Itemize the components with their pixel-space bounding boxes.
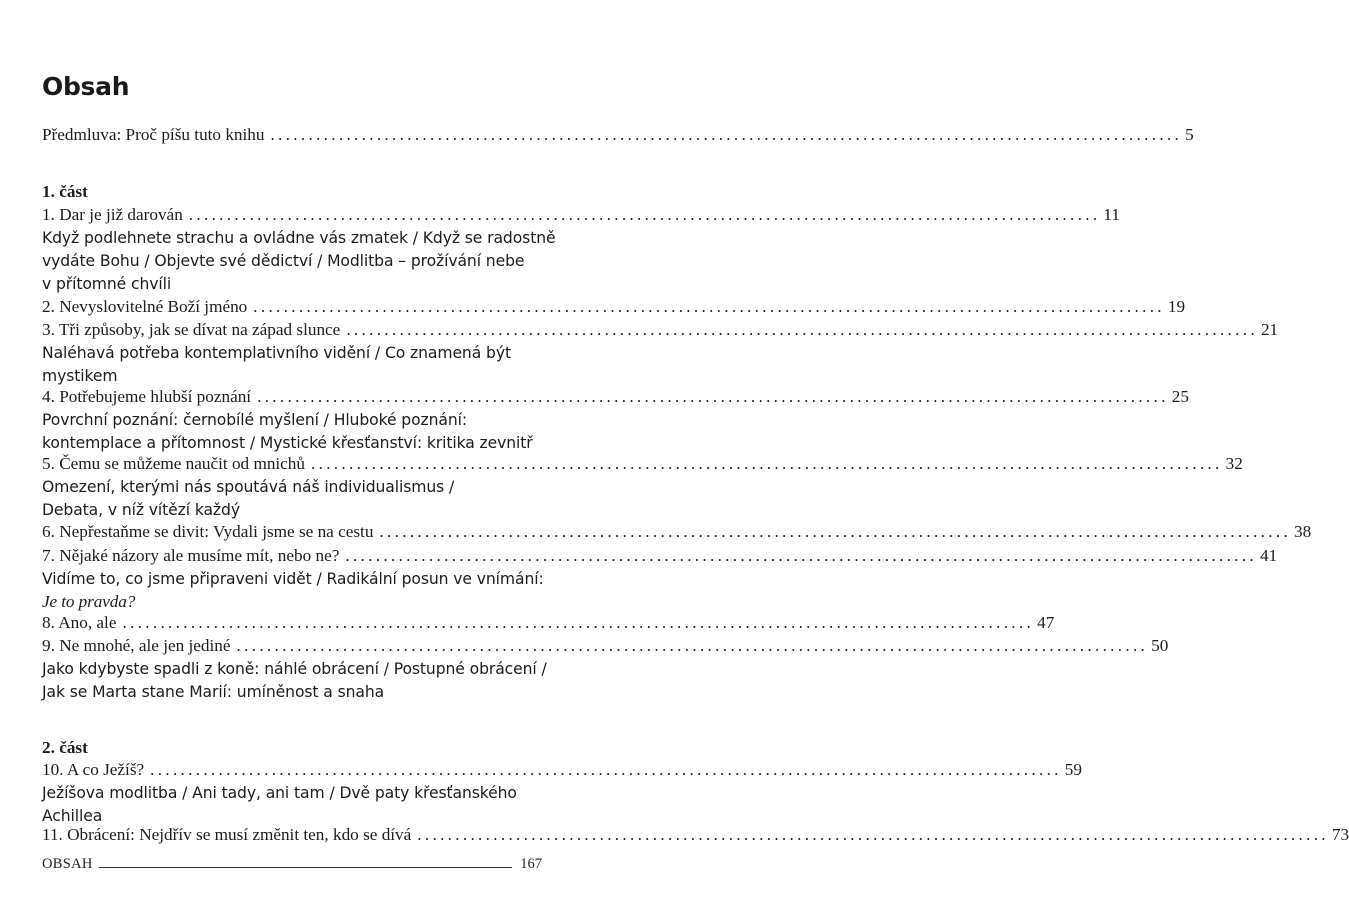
toc-entry-title: 9. Ne mnohé, ale jen jediné	[42, 636, 231, 655]
toc-entry-page: 32	[1225, 454, 1243, 473]
toc-entry	[42, 385, 1189, 409]
toc-entry-page: 11	[1103, 205, 1120, 224]
toc-entry	[42, 520, 1312, 544]
toc-entry	[42, 611, 1055, 635]
toc-entry-page: 5	[1185, 125, 1194, 144]
toc-entry-title: Předmluva: Proč píšu tuto knihu	[42, 125, 265, 144]
toc-entry-page: 25	[1171, 387, 1189, 406]
dot-leader: ........................................................................................................................	[122, 613, 1035, 632]
toc-entry	[42, 544, 1278, 568]
page-title: Obsah	[42, 72, 130, 101]
toc-entry-title: 1. Dar je již darován	[42, 205, 183, 224]
dot-leader: ........................................................................................................................	[345, 546, 1257, 565]
toc-entry-page: 47	[1037, 613, 1055, 632]
toc-entry	[42, 452, 1243, 476]
toc-subtopics: Debata, v níž vítězí každý	[42, 501, 240, 519]
dot-leader: ........................................................................................................................	[270, 125, 1183, 144]
dot-leader: ........................................................................................................................	[236, 636, 1149, 655]
dot-leader: ........................................................................................................................	[188, 205, 1101, 224]
toc-entry	[42, 758, 1082, 782]
toc-entry-page: 38	[1294, 522, 1312, 541]
footer-rule	[99, 867, 513, 868]
part-heading: 2. část	[42, 738, 88, 757]
toc-entry-title: 11. Obrácení: Nejdřív se musí změnit ten, kdo se dívá	[42, 825, 412, 844]
toc-subtopics: Omezení, kterými nás spoutává náš individualismus /	[42, 478, 455, 496]
toc-entry-title: 5. Čemu se můžeme naučit od mnichů	[42, 454, 305, 473]
dot-leader: ........................................................................................................................	[311, 454, 1223, 473]
toc-entry-page: 19	[1167, 297, 1186, 316]
toc-entry-title: 7. Nějaké názory ale musíme mít, nebo ne?	[42, 546, 340, 565]
dot-leader: ........................................................................................................................	[257, 387, 1169, 406]
toc-entry	[42, 123, 1194, 147]
toc-entry	[42, 823, 1349, 847]
toc-entry-title: 6. Nepřestaňme se divit: Vydali jsme se na cestu	[42, 522, 374, 541]
toc-subtopics: Jako kdybyste spadli z koně: náhlé obrácení / Postupné obrácení /	[42, 660, 547, 678]
dot-leader: ........................................................................................................................	[417, 825, 1329, 844]
toc-entry-page: 59	[1064, 760, 1082, 779]
part-heading: 1. část	[42, 182, 88, 201]
toc-subtopics: Achillea	[42, 807, 103, 825]
footer-label: OBSAH	[42, 856, 93, 872]
toc-subtopics: Jak se Marta stane Marií: umíněnost a snaha	[42, 683, 385, 701]
toc-entry-title: 10. A co Ježíš?	[42, 760, 145, 779]
toc-entry	[42, 634, 1169, 658]
toc-entry-page: 50	[1151, 636, 1169, 655]
toc-subtopics: mystikem	[42, 367, 118, 385]
toc-subtopics: kontemplace a přítomnost / Mystické křesťanství: kritika zevnitř	[42, 434, 533, 452]
toc-subtopics: Když podlehnete strachu a ovládne vás zmatek / Když se radostně	[42, 229, 556, 247]
toc-subtopics: Povrchní poznání: černobílé myšlení / Hluboké poznání:	[42, 411, 468, 429]
toc-subtopics: vydáte Bohu / Objevte své dědictví / Modlitba – prožívání nebe	[42, 252, 525, 270]
toc-subtopics: Je to pravda?	[42, 592, 136, 611]
toc-subtopics: v přítomné chvíli	[42, 275, 172, 293]
toc-entry-title: 3. Tři způsoby, jak se dívat na západ slunce	[42, 320, 341, 339]
dot-leader: ........................................................................................................................	[346, 320, 1258, 339]
toc-entry-page: 73	[1331, 825, 1349, 844]
toc-subtopics: Vidíme to, co jsme připraveni vidět / Radikální posun ve vnímání:	[42, 570, 544, 588]
toc-entry-title: 8. Ano, ale	[42, 613, 117, 632]
toc-entry-page: 21	[1260, 320, 1279, 339]
dot-leader: ........................................................................................................................	[379, 522, 1292, 541]
dot-leader: ........................................................................................................................	[253, 297, 1165, 316]
toc-subtopics: Naléhavá potřeba kontemplativního vidění / Co znamená být	[42, 344, 511, 362]
toc-entry	[42, 295, 1186, 319]
toc-subtopics: Ježíšova modlitba / Ani tady, ani tam / Dvě paty křesťanského	[42, 784, 517, 802]
toc-entry-title: 4. Potřebujeme hlubší poznání	[42, 387, 252, 406]
dot-leader: ........................................................................................................................	[150, 760, 1062, 779]
footer-page-number: 167	[520, 856, 542, 872]
toc-entry-title: 2. Nevyslovitelné Boží jméno	[42, 297, 248, 316]
page-footer	[42, 856, 542, 873]
toc-entry	[42, 203, 1120, 227]
toc-entry-page: 41	[1259, 546, 1278, 565]
toc-entry	[42, 318, 1279, 342]
